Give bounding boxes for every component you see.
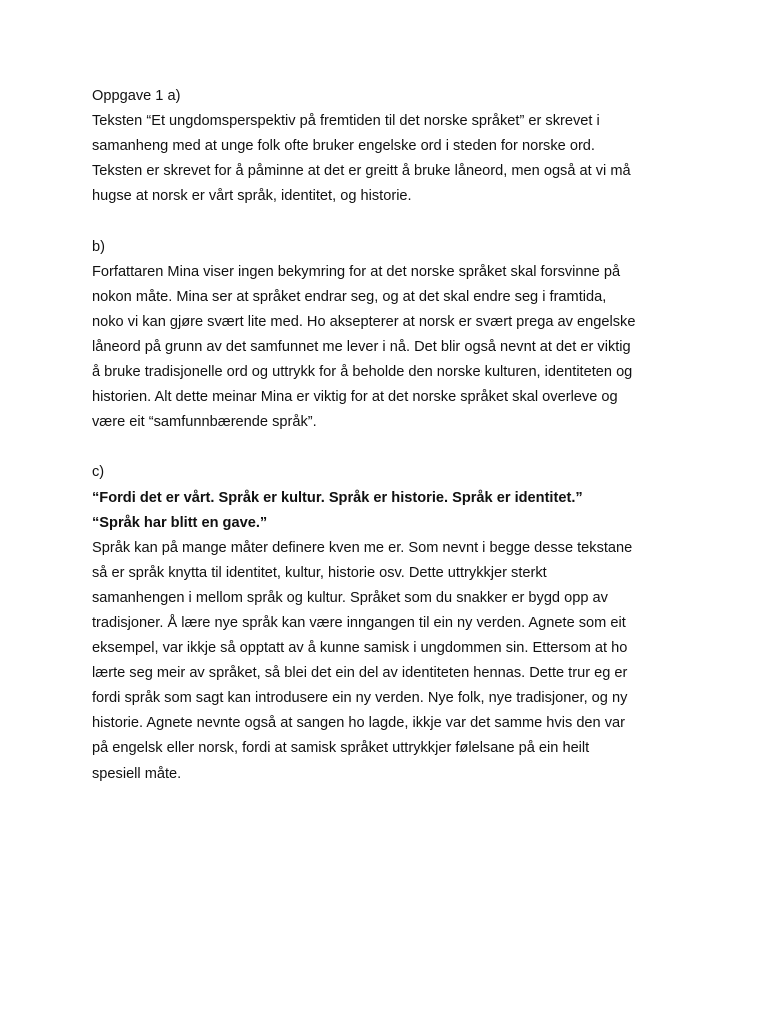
section-c-line: Språk kan på mange måter definere kven me er. Som nevnt i begge desse tekstane [92,539,633,556]
quote-line: “Språk har blitt en gave.” [92,514,268,531]
section-b-line: historien. Alt dette meinar Mina er viktig for at det norske språket skal overleve og [92,389,618,406]
section-c-line: på engelsk eller norsk, fordi at samisk språket uttrykkjer følelsane på ein heilt [92,740,590,757]
paragraph-spacer [92,435,682,460]
section-a [92,84,682,209]
section-c-line: fordi språk som sagt kan introdusere ein ny verden. Nye folk, nye tradisjoner, og ny [92,690,628,707]
section-a-line: hugse at norsk er vårt språk, identitet, og historie. [92,188,412,205]
section-c-line: historie. Agnete nevnte også at sangen ho lagde, ikkje var det samme hvis den var [92,715,625,732]
section-c [92,460,682,786]
paragraph-spacer [92,209,682,234]
section-b-heading: b) [92,238,105,255]
section-a-line: samanheng med at unge folk ofte bruker engelske ord i steden for norske ord. [92,138,595,155]
section-c-line: lærte seg meir av språket, så blei det ein del av identiteten hennas. Dette trur eg er [92,665,628,682]
quote-line: “Fordi det er vårt. Språk er kultur. Språk er historie. Språk er identitet.” [92,489,583,506]
section-b-line: å bruke tradisjonelle ord og uttrykk for å beholde den norske kulturen, identiteten og [92,364,633,381]
section-a-line: Teksten er skrevet for å påminne at det er greitt å bruke låneord, men også at vi må [92,163,631,180]
section-c-line: spesiell måte. [92,765,182,782]
section-a-line: Teksten “Et ungdomsperspektiv på fremtiden til det norske språket” er skrevet i [92,113,600,130]
section-a-heading: Oppgave 1 a) [92,88,181,104]
section-c-line: så er språk knytta til identitet, kultur, historie osv. Dette uttrykkjer sterkt [92,564,547,581]
section-c-heading: c) [92,464,105,481]
section-b-line: nokon måte. Mina ser at språket endrar seg, og at det skal endre seg i framtida, [92,288,607,305]
section-b-line: låneord på grunn av det samfunnet me lever i nå. Det blir også nevnt at det er viktig [92,338,631,355]
section-b-line: noko vi kan gjøre svært lite med. Ho aksepterer at norsk er svært prega av engelske [92,313,636,330]
document-page [92,84,682,787]
section-b-line: Forfattaren Mina viser ingen bekymring for at det norske språket skal forsvinne på [92,263,621,280]
section-c-line: eksempel, var ikkje så opptatt av å kunne samisk i ungdommen sin. Ettersom at ho [92,640,628,657]
section-b-line: være eit “samfunnbærende språk”. [92,414,317,431]
section-c-line: tradisjoner. Å lære nye språk kan være inngangen til ein ny verden. Agnete som eit [92,614,626,631]
section-c-line: samanhengen i mellom språk og kultur. Språket som du snakker er bygd opp av [92,589,608,606]
section-b [92,235,682,436]
